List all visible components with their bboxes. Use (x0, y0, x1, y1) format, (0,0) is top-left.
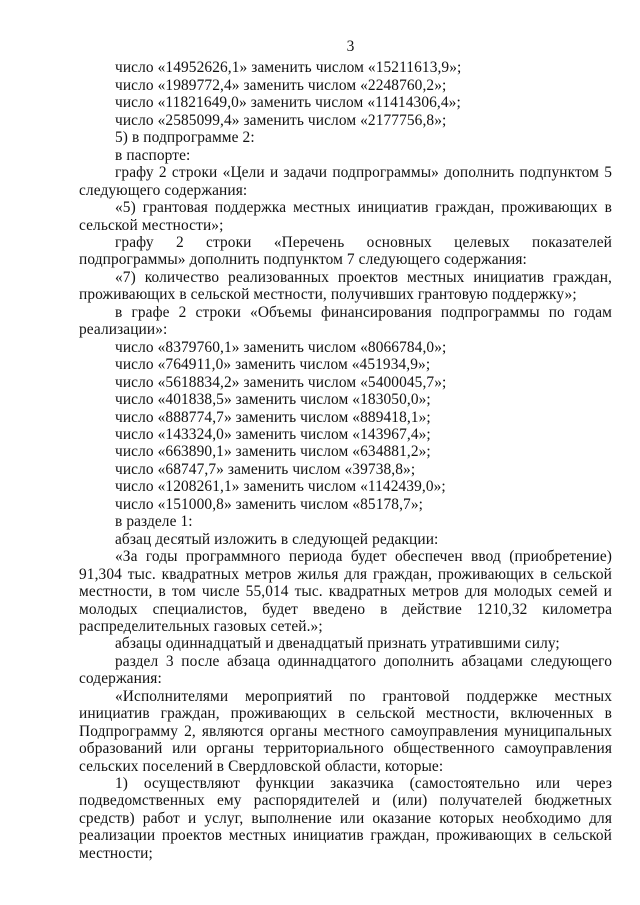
paragraph-2: число «1989772,4» заменить числом «2248760,2»; (115, 76, 447, 94)
paragraph-4: число «2585099,4» заменить числом «2177756,8»; (115, 111, 447, 129)
paragraph-6: в паспорте: (115, 146, 191, 164)
paragraph-20: число «1208261,1» заменить числом «1142439,0»; (115, 478, 446, 496)
paragraph-23: абзац десятый изложить в следующей редакции: (115, 530, 439, 548)
paragraph-1: число «14952626,1» заменить числом «15211613,9»; (115, 59, 462, 77)
paragraph-15: число «401838,5» заменить числом «183050,0»; (115, 391, 431, 409)
paragraph-19: число «68747,7» заменить числом «39738,8»; (115, 460, 416, 478)
paragraph-7: графу 2 строки «Цели и задачи подпрограммы» дополнить подпунктом 5 следующего содержания: (79, 164, 612, 199)
paragraph-22: в разделе 1: (115, 513, 193, 531)
paragraph-8: «5) грантовая поддержка местных инициатив граждан, проживающих в сельской местности»; (79, 199, 612, 234)
paragraph-25: абзацы одиннадцатый и двенадцатый признать утратившими силу; (115, 635, 560, 653)
paragraph-13: число «764911,0» заменить числом «451934,9»; (115, 356, 431, 374)
paragraph-12: число «8379760,1» заменить числом «8066784,0»; (115, 338, 447, 356)
paragraph-18: число «663890,1» заменить числом «634881,2»; (115, 443, 431, 461)
paragraph-21: число «151000,8» заменить числом «85178,7»; (115, 495, 423, 513)
paragraph-14: число «5618834,2» заменить числом «5400045,7»; (115, 373, 447, 391)
paragraph-3: число «11821649,0» заменить числом «11414306,4»; (115, 94, 461, 112)
paragraph-26: раздел 3 после абзаца одиннадцатого дополнить абзацами следующего содержания: (79, 652, 612, 688)
paragraph-27: «Исполнителями мероприятий по грантовой поддержке местных инициатив граждан, проживающих в сельской местности, включенных в Подпрограмму 2, являются органы местного самоуправления муниципальных образований или органы территориального общественного самоуправления сельских поселений в Свердловской области, которые: (79, 687, 612, 775)
paragraph-17: число «143324,0» заменить числом «143967,4»; (115, 425, 431, 443)
paragraph-16: число «888774,7» заменить числом «889418,1»; (115, 408, 431, 426)
page-number: 3 (346, 38, 355, 55)
paragraph-9: графу 2 строки «Перечень основных целевых показателей подпрограммы» дополнить подпунктом 7 следующего содержания: (79, 233, 612, 269)
paragraph-28: 1) осуществляют функции заказчика (самостоятельно или через подведомственных ему распорядителей и (или) получателей бюджетных средств) работ и услуг, выполнение или оказание которых необходимо для реализации проектов местных инициатив граждан, проживающих в сельской местности; (79, 775, 612, 862)
paragraph-10: «7) количество реализованных проектов местных инициатив граждан, проживающих в сельской местности, получивших грантовую поддержку»; (79, 268, 612, 304)
paragraph-24: «За годы программного периода будет обеспечен ввод (приобретение) 91,304 тыс. квадратных метров жилья для граждан, проживающих в сельской местности, в том числе 55,014 тыс. квадратных метров для молодых семей и молодых специалистов, будет введено в действие 1210,32 километра распределительных газовых сетей.»; (79, 548, 612, 635)
paragraph-5: 5) в подпрограмме 2: (115, 129, 255, 147)
paragraph-11: в графе 2 строки «Объемы финансирования подпрограммы по годам реализации»: (79, 303, 612, 339)
